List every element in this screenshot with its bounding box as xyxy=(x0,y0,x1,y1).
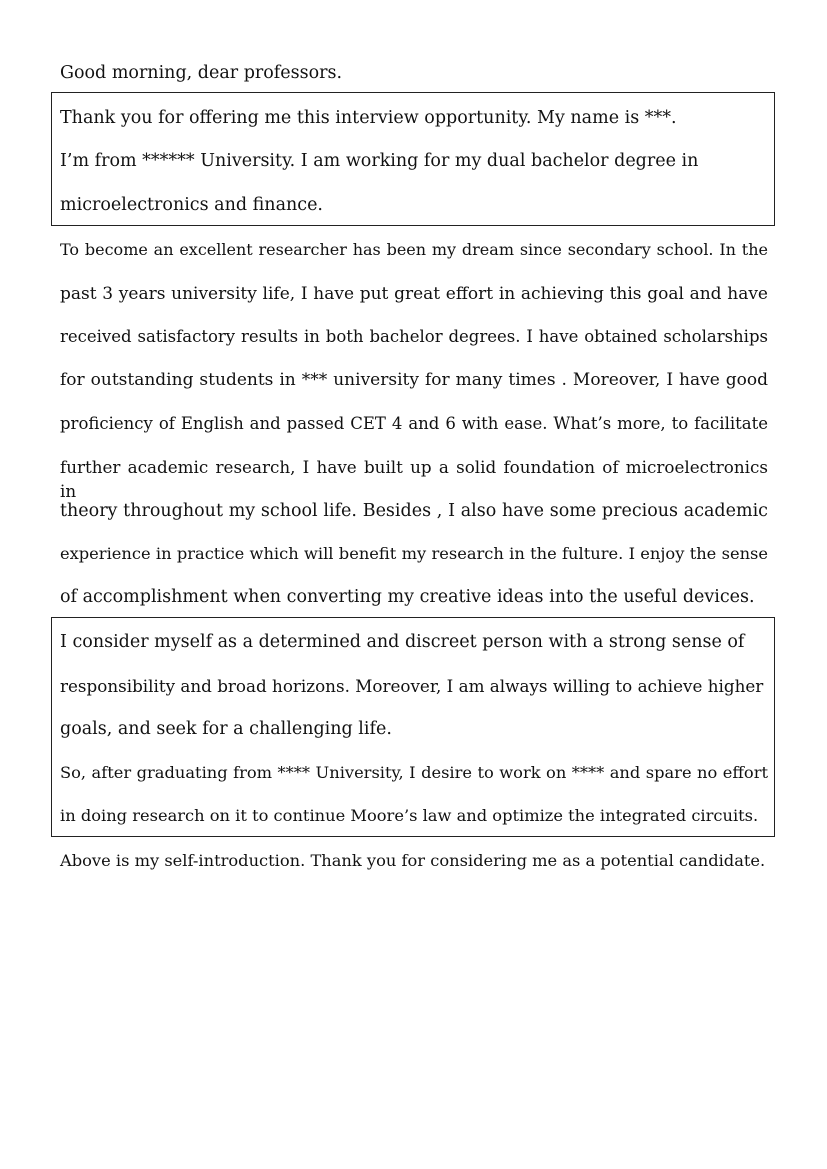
body-line: of accomplishment when converting my creative ideas into the useful devices. xyxy=(60,587,755,607)
personality-line: I consider myself as a determined and discreet person with a strong sense of xyxy=(60,632,745,652)
body-line: further academic research, I have built up a solid foundation of microelectronics in xyxy=(60,457,768,501)
personality-line: goals, and seek for a challenging life. xyxy=(60,719,392,739)
intro-line: microelectronics and finance. xyxy=(60,195,323,215)
body-line: for outstanding students in *** university for many times . Moreover, I have good xyxy=(60,370,768,390)
body-line: theory throughout my school life. Besides , I also have some precious academic xyxy=(60,501,768,521)
body-line: past 3 years university life, I have put great effort in achieving this goal and have xyxy=(60,284,768,304)
body-line: proficiency of English and passed CET 4 and 6 with ease. What’s more, to facilitate xyxy=(60,414,768,433)
greeting-line: Good morning, dear professors. xyxy=(60,63,343,83)
intro-line: I’m from ****** University. I am working for my dual bachelor degree in xyxy=(60,151,699,171)
body-line: experience in practice which will benefit my research in the fulture. I enjoy the sense xyxy=(60,544,768,563)
intro-line: Thank you for offering me this interview opportunity. My name is ***. xyxy=(60,108,677,128)
body-line: To become an excellent researcher has been my dream since secondary school. In the xyxy=(60,240,768,259)
personality-line: So, after graduating from **** University, I desire to work on **** and spare no effort xyxy=(60,763,768,782)
body-line: received satisfactory results in both bachelor degrees. I have obtained scholarships xyxy=(60,327,768,346)
personality-line: responsibility and broad horizons. Moreover, I am always willing to achieve higher xyxy=(60,676,764,696)
closing-line: Above is my self-introduction. Thank you for considering me as a potential candidate. xyxy=(60,851,766,870)
personality-line: in doing research on it to continue Moore’s law and optimize the integrated circuits. xyxy=(60,806,759,825)
